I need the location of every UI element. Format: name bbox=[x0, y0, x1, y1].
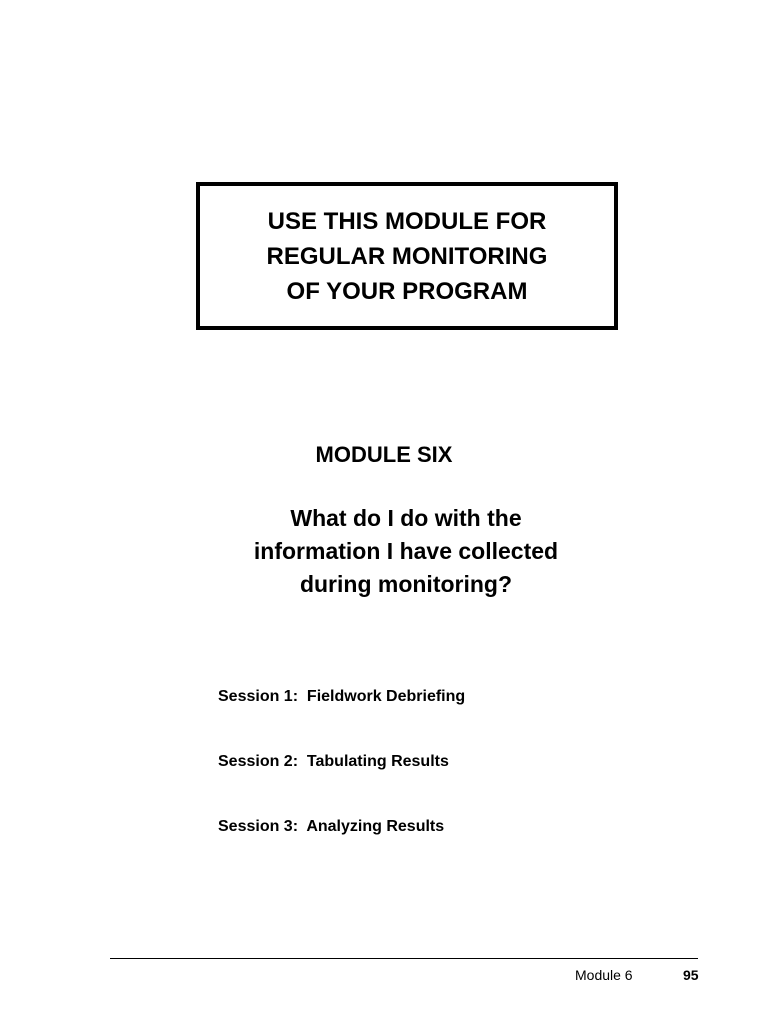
footer-module-label: Module 6 bbox=[575, 967, 633, 983]
module-question bbox=[0, 502, 768, 601]
page-number: 95 bbox=[683, 967, 699, 983]
module-title: MODULE SIX bbox=[315, 442, 453, 467]
question-line: What do I do with the bbox=[290, 505, 522, 531]
session-item-tabulating-results: Session 2: Tabulating Results bbox=[218, 753, 449, 770]
module-usage-notice-box bbox=[196, 182, 618, 330]
session-item-analyzing-results: Session 3: Analyzing Results bbox=[218, 818, 445, 835]
notice-line: USE THIS MODULE FOR bbox=[267, 207, 547, 235]
notice-line: REGULAR MONITORING bbox=[266, 242, 548, 270]
session-item-fieldwork-debriefing: Session 1: Fieldwork Debriefing bbox=[218, 688, 466, 705]
notice-line: OF YOUR PROGRAM bbox=[286, 277, 528, 305]
question-line: information I have collected bbox=[253, 538, 559, 564]
footer-divider bbox=[110, 958, 698, 959]
question-line: during monitoring? bbox=[299, 571, 513, 597]
